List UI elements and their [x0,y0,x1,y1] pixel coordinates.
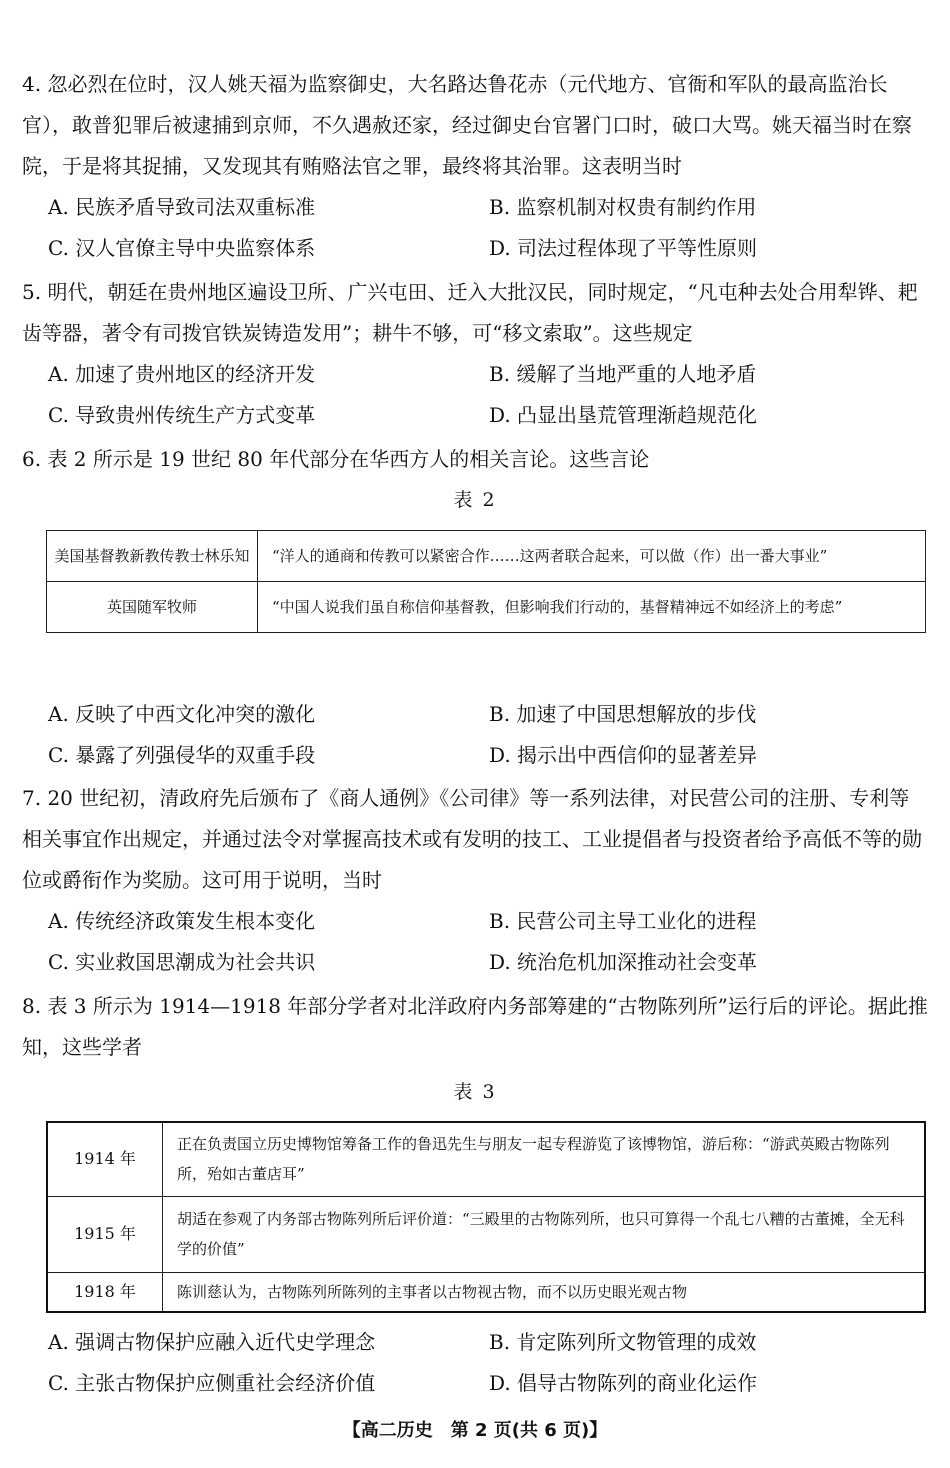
question-7-stem: 7. 20 世纪初，清政府先后颁布了《商人通例》《公司律》等一系列法律，对民营公司的注册、专利等相关事宜作出规定，并通过法令对掌握高技术或有发明的技工、工业提倡者与投资者给予高低不等的勋位或爵衔作为奖励。这可用于说明，当时 [22,786,922,892]
option-a[interactable]: A. 反映了中西文化冲突的激化 [48,702,316,726]
table-row [47,1272,925,1312]
option-b[interactable]: B. 民营公司主导工业化的进程 [489,909,757,933]
option-d[interactable]: D. 揭示出中西信仰的显著差异 [489,743,758,767]
question-6-options-block [22,694,928,776]
option-a[interactable]: A. 传统经济政策发生根本变化 [48,909,316,933]
table-cell-comment: 陈训慈认为，古物陈列所陈列的主事者以古物视古物，而不以历史眼光观古物 [163,1272,926,1312]
question-6-options [22,694,928,776]
question-8 [22,986,928,1113]
option-d[interactable]: D. 凸显出垦荒管理渐趋规范化 [489,403,758,427]
table-cell-comment: 胡适在参观了内务部古物陈列所后评价道：“三殿里的古物陈列所，也只可算得一个乱七八糟的古董摊，全无科学的价值” [163,1196,926,1272]
option-c[interactable]: C. 汉人官僚主导中央监察体系 [48,236,316,260]
table-cell-quote: “中国人说我们虽自称信仰基督教，但影响我们行动的，基督精神远不如经济上的考虑” [258,582,926,633]
question-8-options-block [22,1322,928,1404]
option-c[interactable]: C. 主张古物保护应侧重社会经济价值 [48,1371,376,1395]
question-8-stem: 8. 表 3 所示为 1914—1918 年部分学者对北洋政府内务部筹建的“古物陈列所”运行后的评论。据此推知，这些学者 [22,994,928,1059]
option-d[interactable]: D. 倡导古物陈列的商业化运作 [489,1371,758,1395]
table-2 [46,530,926,633]
option-c[interactable]: C. 实业救国思潮成为社会共识 [48,950,316,974]
table-cell-year: 1915 年 [47,1196,163,1272]
question-6-stem: 6. 表 2 所示是 19 世纪 80 年代部分在华西方人的相关言论。这些言论 [22,447,650,471]
question-7 [22,778,928,983]
option-b[interactable]: B. 加速了中国思想解放的步伐 [489,702,757,726]
option-c[interactable]: C. 暴露了列强侵华的双重手段 [48,743,316,767]
option-c[interactable]: C. 导致贵州传统生产方式变革 [48,403,316,427]
table-cell-year: 1918 年 [47,1272,163,1312]
option-d[interactable]: D. 统治危机加深推动社会变革 [489,950,758,974]
table-cell-comment: 正在负责国立历史博物馆筹备工作的鲁迅先生与朋友一起专程游览了该博物馆，游后称：“游武英殿古物陈列所，殆如古董店耳” [163,1122,926,1196]
option-b[interactable]: B. 监察机制对权贵有制约作用 [489,195,757,219]
table-2-caption: 表 2 [453,489,497,511]
question-7-options [22,901,928,983]
table-row [47,1196,925,1272]
question-4 [22,64,928,269]
table-row [47,582,926,633]
table-cell-year: 1914 年 [47,1122,163,1196]
question-4-options [22,187,928,269]
table-row [47,1122,925,1196]
table-cell-quote: “洋人的通商和传教可以紧密合作……这两者联合起来，可以做（作）出一番大事业” [258,531,926,582]
question-4-stem: 4. 忽必烈在位时，汉人姚天福为监察御史，大名路达鲁花赤（元代地方、官衙和军队的最高监治长官），敢普犯罪后被逮捕到京师，不久遇赦还家，经过御史台官署门口时，破口大骂。姚天福当时在察院，于是将其捉捕，又发现其有贿赂法官之罪，最终将其治罪。这表明当时 [22,72,912,178]
option-d[interactable]: D. 司法过程体现了平等性原则 [489,236,758,260]
table-cell-speaker: 英国随军牧师 [47,582,258,633]
option-b[interactable]: B. 肯定陈列所文物管理的成效 [489,1330,757,1354]
option-a[interactable]: A. 强调古物保护应融入近代史学理念 [48,1330,376,1354]
option-a[interactable]: A. 加速了贵州地区的经济开发 [48,362,316,386]
question-5-options [22,354,928,436]
question-5 [22,272,928,436]
page-footer: 【高二历史 第 2 页(共 6 页)】 [342,1420,608,1441]
question-6 [22,439,928,521]
table-3-caption: 表 3 [453,1081,497,1103]
table-row [47,531,926,582]
option-b[interactable]: B. 缓解了当地严重的人地矛盾 [489,362,757,386]
table-cell-speaker: 美国基督教新教传教士林乐知 [47,531,258,582]
table-3 [46,1121,926,1313]
question-5-stem: 5. 明代，朝廷在贵州地区遍设卫所、广兴屯田、迁入大批汉民，同时规定，“凡屯种去处合用犁铧、耙齿等器，著令有司拨官铁炭铸造发用”；耕牛不够，可“移文索取”。这些规定 [22,280,918,345]
question-8-options [22,1322,928,1404]
option-a[interactable]: A. 民族矛盾导致司法双重标准 [48,195,316,219]
